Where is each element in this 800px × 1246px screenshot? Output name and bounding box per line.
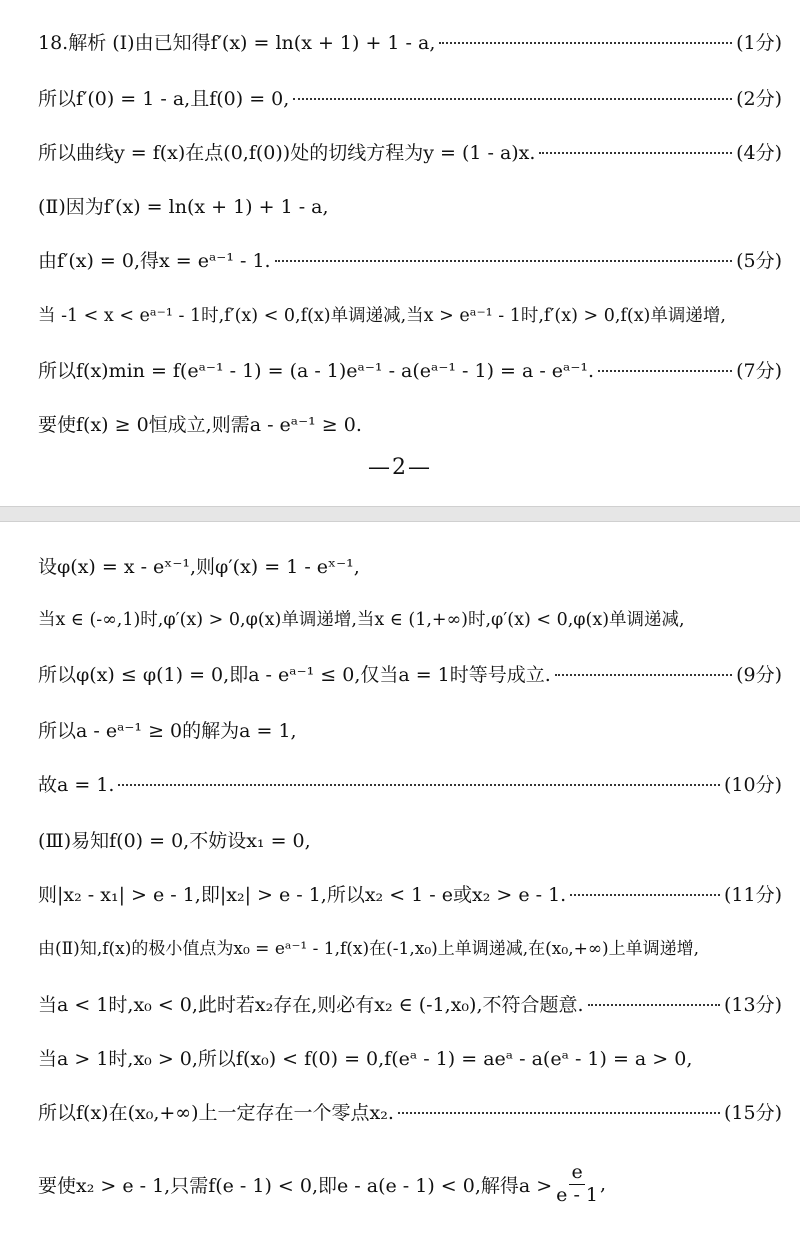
dot-leader <box>598 369 732 372</box>
score-label: (5分) <box>736 250 782 272</box>
line-text: 所以曲线y = f(x)在点(0,f(0))处的切线方程为y = (1 - a)x. <box>38 142 536 164</box>
score-label: (15分) <box>723 1102 782 1124</box>
line-text: 设φ(x) = x - eˣ⁻¹,则φ′(x) = 1 - eˣ⁻¹, <box>38 556 360 578</box>
line-text: (Ⅱ)因为f′(x) = ln(x + 1) + 1 - a, <box>38 196 329 218</box>
line-text: 所以f(x)在(x₀,+∞)上一定存在一个零点x₂. <box>38 1102 394 1124</box>
line-text: 当a < 1时,x₀ < 0,此时若x₂存在,则必有x₂ ∈ (-1,x₀),不符合题意. <box>38 994 584 1016</box>
fraction-numerator: e <box>571 1161 583 1183</box>
solution-line <box>38 84 782 111</box>
line-text: 当x ∈ (-∞,1)时,φ′(x) > 0,φ(x)单调递增,当x ∈ (1,+∞)时,φ′(x) < 0,φ(x)单调递减, <box>38 610 685 630</box>
solution-line <box>38 192 782 219</box>
solution-line <box>38 716 782 743</box>
line-text: 由f′(x) = 0,得x = eᵃ⁻¹ - 1. <box>38 250 271 272</box>
solution-line <box>38 660 782 687</box>
dot-leader <box>588 1003 720 1006</box>
dot-leader <box>275 259 733 262</box>
line-text: 由(Ⅱ)知,f(x)的极小值点为x₀ = eᵃ⁻¹ - 1,f(x)在(-1,x₀)上单调递减,在(x₀,+∞)上单调递增, <box>38 939 700 959</box>
line-text: 所以φ(x) ≤ φ(1) = 0,即a - eᵃ⁻¹ ≤ 0,仅当a = 1时等号成立. <box>38 664 551 686</box>
solution-line <box>38 356 782 383</box>
line-text: 则|x₂ - x₁| > e - 1,即|x₂| > e - 1,所以x₂ < 1 - e或x₂ > e - 1. <box>38 884 567 906</box>
solution-line <box>38 826 782 853</box>
line-text: 所以f′(0) = 1 - a,且f(0) = 0, <box>38 88 290 110</box>
score-label: (13分) <box>723 994 782 1016</box>
dot-leader <box>539 151 732 154</box>
solution-line <box>38 302 782 327</box>
solution-line <box>38 880 782 907</box>
solution-line <box>38 552 782 579</box>
score-label: (7分) <box>736 360 782 382</box>
score-label: (11分) <box>723 884 782 906</box>
line-text: 故a = 1. <box>38 774 115 796</box>
solution-line <box>38 1044 782 1071</box>
score-label: (1分) <box>736 32 782 54</box>
line-text: 所以a - eᵃ⁻¹ ≥ 0的解为a = 1, <box>38 720 297 742</box>
fraction-denominator: e - 1 <box>556 1183 599 1206</box>
line-text: 所以f(x)min = f(eᵃ⁻¹ - 1) = (a - 1)eᵃ⁻¹ - a(eᵃ⁻¹ - 1) = a - eᵃ⁻¹. <box>38 360 595 382</box>
score-label: (2分) <box>736 88 782 110</box>
dot-leader <box>555 673 732 676</box>
solution-line <box>38 28 782 55</box>
line-text: 当a > 1时,x₀ > 0,所以f(x₀) < f(0) = 0,f(eᵃ - 1) = aeᵃ - a(eᵃ - 1) = a > 0, <box>38 1048 693 1070</box>
solution-line <box>38 770 782 797</box>
dot-leader <box>293 97 732 100</box>
solution-line <box>38 138 782 165</box>
line-tail: , <box>600 1173 607 1196</box>
line-text: (Ⅲ)易知f(0) = 0,不妨设x₁ = 0, <box>38 830 311 852</box>
dot-leader <box>118 783 720 786</box>
page-separator <box>0 506 800 522</box>
solution-line <box>38 410 782 437</box>
dot-leader <box>570 893 720 896</box>
solution-line <box>38 606 782 631</box>
score-label: (10分) <box>723 774 782 796</box>
line-text: 18.解析 (Ⅰ)由已知得f′(x) = ln(x + 1) + 1 - a, <box>38 32 436 54</box>
solution-line <box>38 1098 782 1125</box>
solution-line <box>38 246 782 273</box>
score-label: (9分) <box>736 664 782 686</box>
fraction <box>554 1162 600 1207</box>
line-text: 要使f(x) ≥ 0恒成立,则需a - eᵃ⁻¹ ≥ 0. <box>38 414 362 436</box>
line-text: 要使x₂ > e - 1,只需f(e - 1) < 0,即e - a(e - 1) < 0,解得a > <box>38 1174 553 1197</box>
solution-line <box>38 990 782 1017</box>
score-label: (4分) <box>736 142 782 164</box>
dot-leader <box>439 41 732 44</box>
solution-line <box>38 1162 782 1207</box>
dot-leader <box>398 1111 720 1114</box>
line-text: 当 -1 < x < eᵃ⁻¹ - 1时,f′(x) < 0,f(x)单调递减,当x > eᵃ⁻¹ - 1时,f′(x) > 0,f(x)单调递增, <box>38 306 726 326</box>
page-number: —2— <box>368 455 432 480</box>
solution-line <box>38 934 782 959</box>
